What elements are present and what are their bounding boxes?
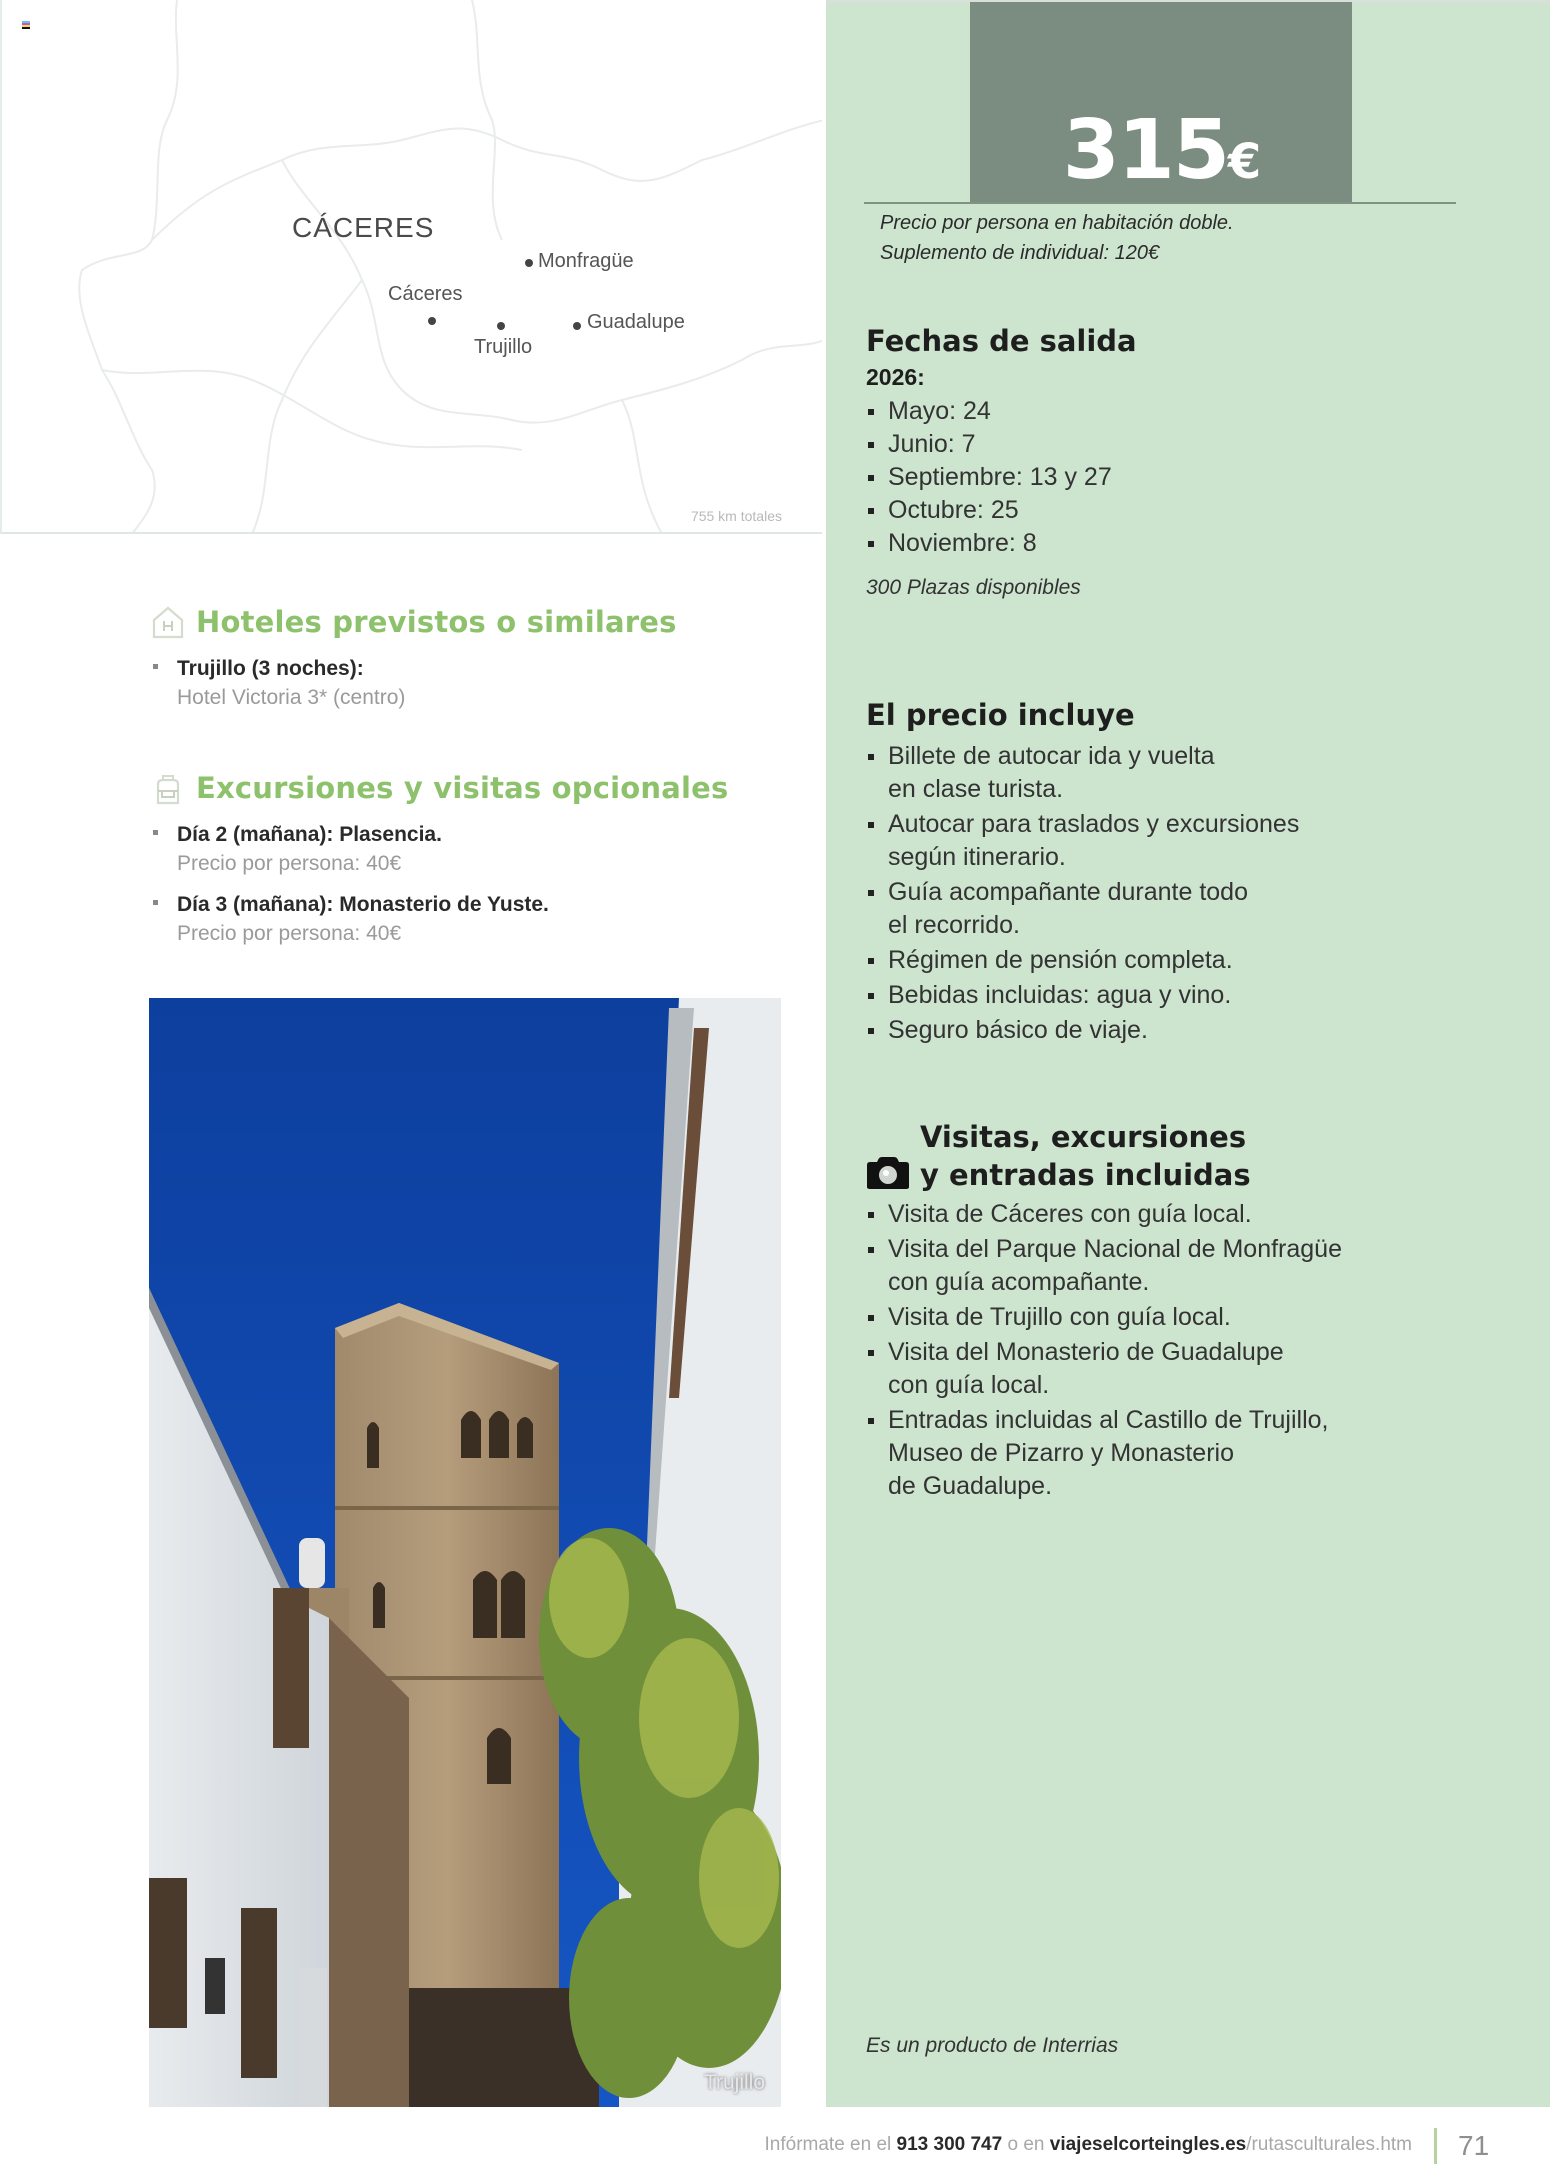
price-note [880,208,1234,268]
hotels-section [150,604,790,724]
departure-date: Septiembre: 13 y 27 [866,461,1506,494]
footer-phone[interactable]: 913 300 747 [896,2134,1003,2155]
includes-title: El precio incluye [866,698,1135,732]
optional-item [150,820,790,878]
departures-title: Fechas de salida [866,324,1137,358]
hotels-list [150,654,790,712]
optional-list [150,820,790,948]
optional-heading [150,770,790,806]
includes-item-line: según itinerario. [888,843,1066,871]
footer-mid: o en [1002,2134,1050,2155]
footer-site-path[interactable]: /rutasculturales.htm [1246,2134,1412,2155]
page-footer [0,2128,1550,2168]
optional-item-label: Día 3 (mañana): Monasterio de Yuste. [177,893,549,916]
price-note-single-supplement: Suplemento de individual: 120€ [880,242,1160,264]
operator-note: Es un producto de Interrias [866,2034,1119,2057]
includes-item [866,1014,1506,1047]
visit-item [866,1404,1506,1503]
visits-heading [866,1118,1506,1194]
departure-date: Mayo: 24 [866,395,1506,428]
map-city-trujillo: Trujillo [474,336,533,358]
departures-year: 2026: [866,364,925,390]
photo-illustration [149,998,781,2107]
footer-site-link[interactable]: viajeselcorteingles.es [1049,2134,1247,2155]
departure-date: Octubre: 25 [866,494,1506,527]
optional-excursions-section [150,770,790,960]
hotel-icon [150,604,186,640]
map-marker-trujillo [497,322,505,330]
visits-title-line: Visitas, excursiones [920,1120,1247,1154]
backpack-icon [150,770,186,806]
price-note-double: Precio por persona en habitación doble. [880,212,1234,234]
visit-item [866,1198,1506,1231]
map-marker-caceres [428,317,436,325]
visit-item [866,1233,1506,1299]
includes-item [866,944,1506,977]
price-box [970,2,1352,202]
camera-icon [866,1154,910,1190]
departure-date: Noviembre: 8 [866,527,1506,560]
includes-item-line: Billete de autocar ida y vuelta [888,742,1215,770]
map-city-monfrague: Monfragüe [538,250,634,272]
hotel-location: Trujillo (3 noches): [177,657,364,680]
visit-item-line: de Guadalupe. [888,1472,1053,1500]
optional-item [150,890,790,948]
hotel-item [150,654,790,712]
visit-item [866,1301,1506,1334]
includes-item-line: en clase turista. [888,775,1064,803]
hotel-name: Hotel Victoria 3* (centro) [177,686,406,709]
visit-item-line: Visita del Parque Nacional de Monfragüe [888,1235,1342,1263]
optional-item-price: Precio por persona: 40€ [177,922,402,945]
included-visits-section [866,1118,1506,1505]
includes-item-line: Régimen de pensión completa. [888,946,1233,974]
page-number: 71 [1458,2130,1490,2161]
map-scale-text: 755 km totales [690,508,782,524]
includes-item [866,740,1506,806]
hotels-heading [150,604,790,640]
map-city-guadalupe: Guadalupe [587,311,685,333]
map-region-label: CÁCERES [292,212,435,243]
footer-separator [1434,2128,1437,2164]
map-marker-monfrague [525,259,533,267]
visit-item-line: con guía acompañante. [888,1268,1150,1296]
includes-item [866,979,1506,1012]
includes-list [866,740,1506,1047]
footer-contact [765,2134,1413,2156]
includes-item-line: Guía acompañante durante todo [888,878,1248,906]
map-marker-guadalupe [573,322,581,330]
visits-title [920,1118,1251,1194]
visit-item-line: Visita de Cáceres con guía local. [888,1200,1252,1228]
footer-pre: Infórmate en el [764,2134,897,2155]
optional-item-label: Día 2 (mañana): Plasencia. [177,823,442,846]
includes-item [866,808,1506,874]
includes-item-line: Seguro básico de viaje. [888,1016,1148,1044]
departure-dates-list [866,395,1506,560]
trip-info-panel [826,0,1550,2107]
visit-item-line: Visita de Trujillo con guía local. [888,1303,1231,1331]
includes-item-line: Autocar para traslados y excursiones [888,810,1300,838]
visit-item [866,1336,1506,1402]
includes-section [866,696,1506,1049]
visit-item-line: Entradas incluidas al Castillo de Trujillo, [888,1406,1329,1434]
departure-date: Junio: 7 [866,428,1506,461]
departures-section [866,322,1506,600]
hotels-title: Hoteles previstos o similares [196,605,677,639]
visits-list [866,1198,1506,1503]
includes-item-line: el recorrido. [888,911,1020,939]
map-city-caceres: Cáceres [388,283,463,305]
includes-item-line: Bebidas incluidas: agua y vino. [888,981,1232,1009]
visits-title-line: y entradas incluidas [920,1158,1251,1192]
visit-item-line: Museo de Pizarro y Monasterio [888,1439,1234,1467]
price-divider [864,202,1456,204]
price-amount: 315 [1062,103,1228,198]
visit-item-line: Visita del Monasterio de Guadalupe [888,1338,1284,1366]
optional-item-price: Precio por persona: 40€ [177,852,402,875]
availability-text: 300 Plazas disponibles [866,576,1081,599]
route-map [0,0,822,534]
optional-title: Excursiones y visitas opcionales [196,771,729,805]
price-value [970,103,1352,198]
trujillo-photo [149,998,781,2107]
price-currency: € [1227,134,1260,190]
region-outline [2,0,822,534]
includes-item [866,876,1506,942]
photo-caption: Trujillo [703,2071,765,2094]
visit-item-line: con guía local. [888,1371,1050,1399]
